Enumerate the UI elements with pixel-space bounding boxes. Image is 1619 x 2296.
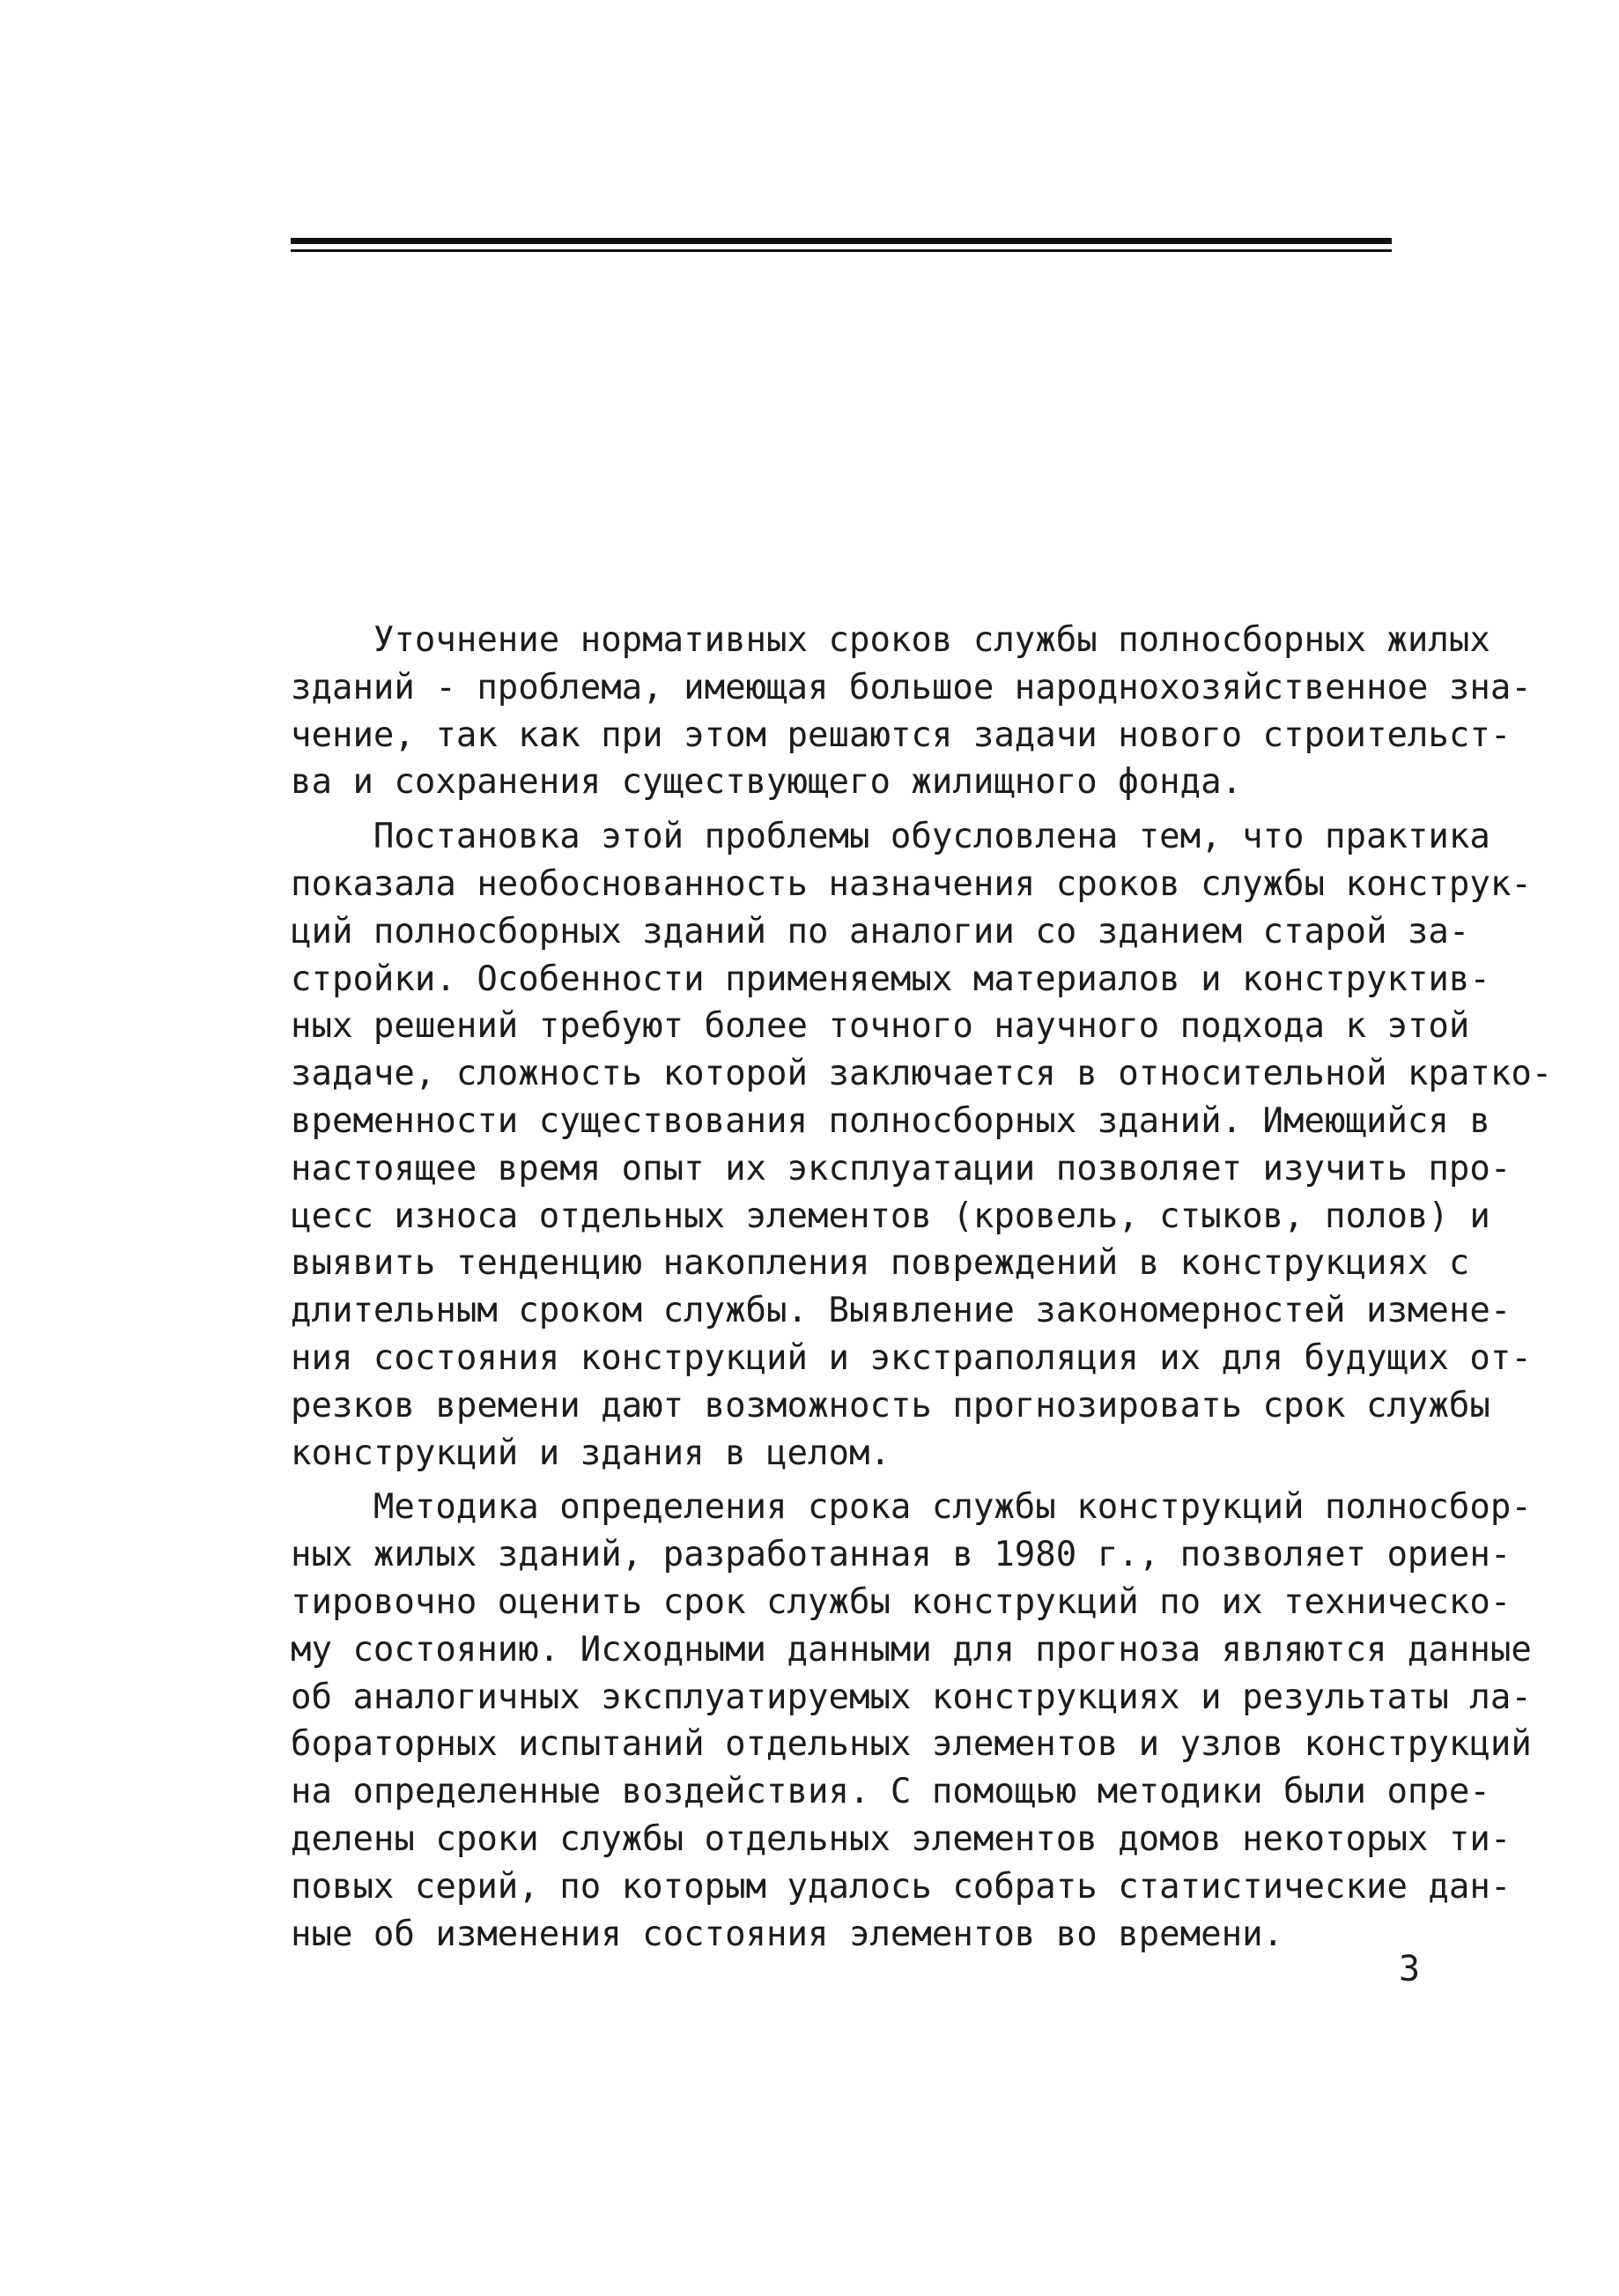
- text-line: чение, так как при этом решаются задачи нового строительст-: [291, 715, 1512, 755]
- text-line: показала необоснованность назначения сроков службы конструк-: [291, 863, 1532, 904]
- text-line: му состоянию. Исходными данными для прогноза являются данные: [291, 1629, 1532, 1670]
- header-rule-thin: [291, 249, 1392, 252]
- text-line: временности существования полносборных зданий. Имеющийся в: [291, 1100, 1490, 1141]
- text-line: Уточнение нормативных сроков службы полносборных жилых: [291, 620, 1490, 660]
- body-text: [291, 617, 1553, 1958]
- text-line: ций полносборных зданий по аналогии со зданием старой за-: [291, 911, 1470, 952]
- text-line: выявить тенденцию накопления повреждений в конструкциях с: [291, 1243, 1470, 1284]
- text-line: ных жилых зданий, разработанная в 1980 г., позволяет ориен-: [291, 1535, 1512, 1575]
- paragraph-3: [291, 1484, 1532, 1958]
- text-line: стройки. Особенности применяемых материалов и конструктив-: [291, 959, 1490, 999]
- paragraph-1: [291, 617, 1532, 806]
- header-rule: [291, 238, 1392, 252]
- text-line: делены сроки службы отдельных элементов домов некоторых ти-: [291, 1818, 1512, 1859]
- text-line: об аналогичных эксплуатируемых конструкциях и результаты ла-: [291, 1677, 1532, 1717]
- text-line: задаче, сложность которой заключается в относительной кратко-: [291, 1054, 1553, 1094]
- page-number: 3: [1399, 1949, 1421, 1989]
- text-line: бораторных испытаний отдельных элементов и узлов конструкций: [291, 1724, 1532, 1765]
- text-line: Постановка этой проблемы обусловлена тем, что практика: [291, 817, 1490, 857]
- text-line: резков времени дают возможность прогнозировать срок службы: [291, 1385, 1490, 1426]
- text-line: Методика определения срока службы конструкций полносбор-: [291, 1487, 1532, 1528]
- text-line: длительным сроком службы. Выявление закономерностей измене-: [291, 1291, 1512, 1331]
- text-line: тировочно оценить срок службы конструкций по их техническо-: [291, 1581, 1512, 1622]
- text-line: конструкций и здания в целом.: [291, 1433, 891, 1473]
- text-line: на определенные воздействия. С помощью методики были опре-: [291, 1772, 1490, 1812]
- text-line: повых серий, по которым удалось собрать статистические дан-: [291, 1866, 1512, 1907]
- paragraph-2: [291, 813, 1553, 1477]
- text-line: ния состояния конструкций и экстраполяция их для будущих от-: [291, 1337, 1532, 1378]
- text-line: ные об изменения состояния элементов во времени.: [291, 1914, 1284, 1954]
- text-line: ва и сохранения существующего жилищного фонда.: [291, 762, 1243, 803]
- text-line: цесс износа отдельных элементов (кровель, стыков, полов) и: [291, 1196, 1490, 1236]
- text-line: ных решений требуют более точного научного подхода к этой: [291, 1006, 1470, 1047]
- text-line: настоящее время опыт их эксплуатации позволяет изучить про-: [291, 1148, 1512, 1189]
- text-line: зданий - проблема, имеющая большое народнохозяйственное зна-: [291, 667, 1532, 707]
- header-rule-thick: [291, 238, 1392, 244]
